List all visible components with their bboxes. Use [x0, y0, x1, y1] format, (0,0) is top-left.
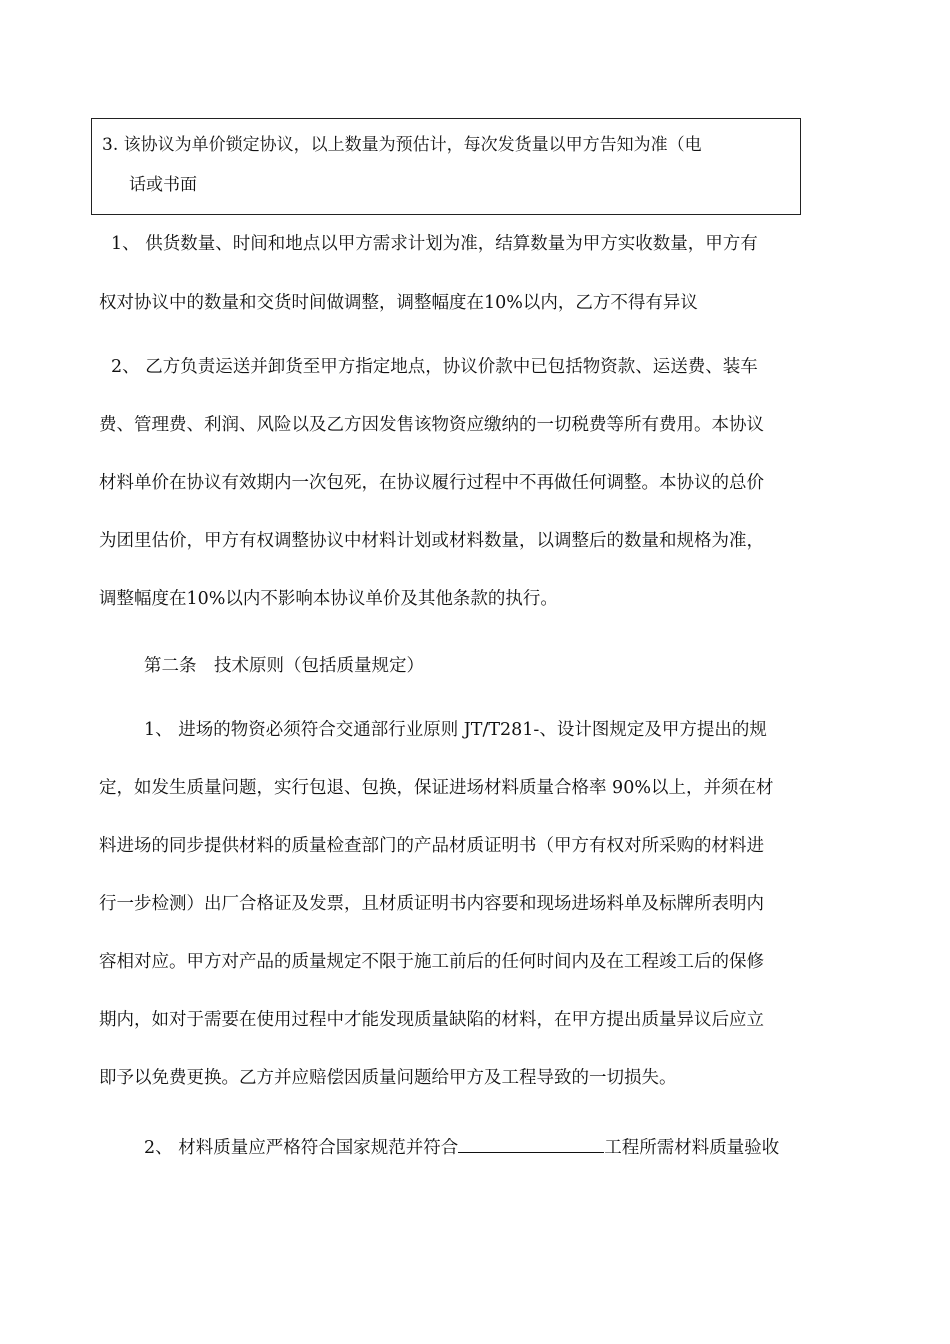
- note-line-2: 话或书面: [129, 175, 197, 195]
- para4-text-b: 工程所需材料质量验收: [604, 1138, 780, 1158]
- para4-text-a: 2、 材料质量应严格符合国家规范并符合: [144, 1138, 459, 1158]
- fill-in-blank[interactable]: [458, 1134, 604, 1153]
- note-box: [91, 118, 801, 215]
- note-line-1: 3. 该协议为单价锁定协议，以上数量为预估计，每次发货量以甲方告知为准（电: [102, 135, 702, 155]
- document-page: 3. 该协议为单价锁定协议，以上数量为预估计，每次发货量以甲方告知为准（电 话或书面 1、 供货数量、时间和地点以甲方需求计划为准，结算数量为甲方实收数量，甲方有 权对协议中的数量和交货时间做调整，调整幅度在10%以内，乙方不得有异议 2、 乙方负责运送并卸货至甲方指定地点，协议价款中已包括物资款、运送费、装车 费、管理费、利润、风险以及乙方因发售该物资应缴纳的一切税费等所有费用。本协议 材料单价在协议有效期内一次包死，在协议履行过程中不再做任何调整。本协议的总价 为团里估价，甲方有权调整协议中材料计划或材料数量，以调整后的数量和规格为准， 调整幅度在10%以内不影响本协议单价及其他条款的执行。 第二条 技术原则（包括质量规定） 1、 进场的物资必须符合交通部行业原则 JT/T281-、设计图规定及甲方提出的规 定，如发生质量问题，实行包退、包换，保证进场材料质量合格率 90%以上，并须在材 料进场的同步提供材料的质量检查部门的产品材质证明书（甲方有权对所采购的材料进 行一步检测）出厂合格证及发票，且材质证明书内容要和现场进场料单及标牌所表明内 容相对应。甲方对产品的质量规定不限于施工前后的任何时间内及在工程竣工后的保修 期内，如对于需要在使用过程中才能发现质量缺陷的材料，在甲方提出质量异议后应立 即予以免费更换。乙方并应赔偿因质量问题给甲方及工程导致的一切损失。 2、 材料质量应严格符合国家规范并符合 工程所需材料质量验收: [0, 0, 950, 1344]
